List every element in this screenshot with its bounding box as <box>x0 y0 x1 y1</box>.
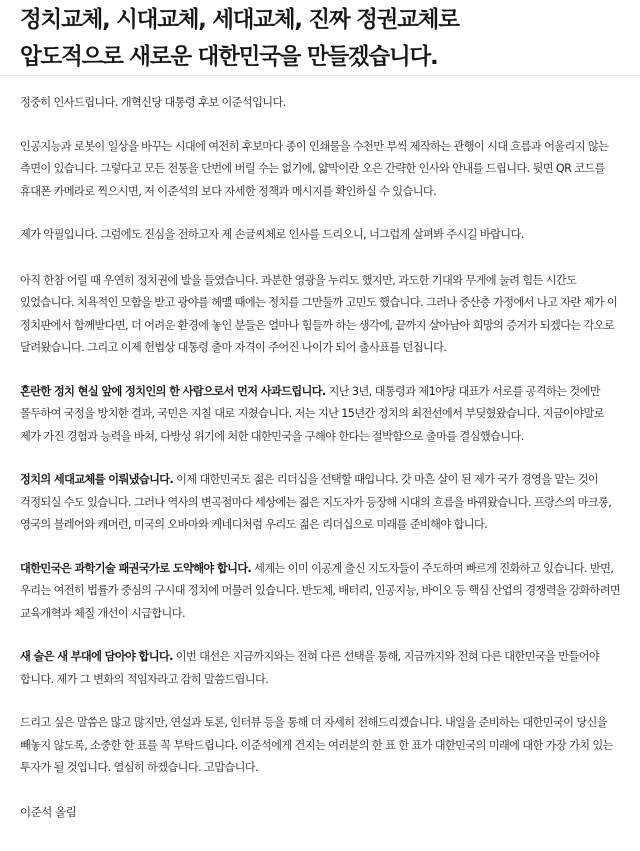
title-line-2: 압도적으로 새로운 대한민국을 만들겠습니다. <box>20 44 438 70</box>
paragraph-closing: 드리고 싶은 말씀은 많고 많지만, 연설과 토론, 인터뷰 등을 통해 더 자세히 전해드리겠습니다. 내일을 준비하는 대한민국이 당신을 빼놓지 않도록, 소중한 한 표를 꼭 부탁드립니다. 이준석에게 건지는 여러분의 한 표 한 표가 대한민국의 미래에 대한 가장 가치 있는 투자가 될 것입니다. 열심히 하겠습니다. 고맙습니다. <box>20 716 613 774</box>
paragraph-generation <box>20 469 624 537</box>
greeting: 정중히 인사드립니다. 개혁신당 대통령 후보 이준석입니다. <box>20 96 286 109</box>
paragraph-apology-text: 지난 3년, 대통령과 제1야당 대표가 서로를 공격하는 것에만 몰두하여 국정을 방치한 결과, 국민은 지칠 대로 지쳤습니다. 저는 지난 15년간 정치의 최전선에서 부딪혔왔습니다. 지금이야말로 제가 가진 경험과 능력을 바쳐, 다방성 위기에 처한 대한민국을 구해야 한다는 절박함으로 출마를 결심했습니다. <box>20 384 604 443</box>
paragraph-science-lead: 대한민국은 과학기술 패권국가로 도약해야 합니다. <box>20 561 252 575</box>
title-line-1: 정치교체, 시대교체, 세대교체, 진짜 정권교체로 <box>20 7 459 33</box>
paragraph-digital-age: 인공지능과 로봇이 일상을 바꾸는 시대에 여전히 후보마다 종이 인쇄물을 수천만 부씩 제작하는 관행이 시대 흐름과 어울리지 않는 측면이 있습니다. 그렇다고 모든 전통을 단번에 버릴 수는 없기에, 얇막이란 오은 간략한 인사와 안내를 드립니다. 뒷면 QR 코드를 휴대폰 카메라로 찍으시면, 저 이준석의 보다 자세한 정책과 메시지를 확인하실 수 있습니다. <box>20 139 609 198</box>
paragraph-new-wine <box>20 646 624 691</box>
paragraph-generation-text: 이제 대한민국도 젊은 리더십을 선택할 때입니다. 갓 마흔 살이 된 제가 국가 경영을 맡는 것이 걱정되실 수도 있습니다. 그러나 역사의 변곡점마다 세상에는 젊은 지도자가 등장해 시대의 흐름을 바꿔왔습니다. 프랑스의 마크롱, 영국의 블레어와 캐머런, 미국의 오바마와 케네디처럼 우리도 젊은 리더십으로 미래를 준비해야 합니다. <box>20 473 612 531</box>
paragraph-handwriting: 제가 악필입니다. 그럼에도 진심을 전하고자 제 손글씨체로 인사를 드리오니, 너그럽게 살펴봐 주시길 바랍니다. <box>20 228 524 241</box>
letter-body <box>20 92 624 823</box>
paragraph-science <box>20 558 624 626</box>
paragraph-career: 아직 한참 어릴 때 우연히 정치권에 발을 들였습니다. 과분한 영광을 누리도 했지만, 과도한 기대와 무게에 눌려 힘든 시간도 있었습니다. 치욕적인 모함을 받고 광야를 헤맬 때에는 정치를 그만둘까 고민도 했습니다. 그러나 중산층 가정에서 나고 자란 제가 이 정치판에서 함께받다면, 더 어려운 환경에 놓인 분들은 얼마나 힘들까 하는 생각에, 끝까지 살아남아 희망의 증거가 되겠다는 각오로 달려왔습니다. 그리고 이제 헌법상 대통령 출마 자격이 주어진 나이가 되어 출사표를 던집니다. <box>20 273 618 354</box>
paragraph-science-text: 세계는 이미 이공계 출신 지도자들이 주도하며 빠르게 진화하고 있습니다. 반면, 우리는 여전히 법률가 중심의 구시대 정치에 머물러 있습니다. 반도체, 배터리, 인공지능, 바이오 등 핵심 산업의 경쟁력을 강화하려면 교육개혁과 체질 개선이 시급합니다. <box>20 561 621 620</box>
paragraph-apology-lead: 혼란한 정치 현실 앞에 정치인의 한 사람으로서 먼저 사과드립니다. <box>20 384 326 398</box>
paragraph-new-wine-lead: 새 술은 새 부대에 담아야 합니다. <box>20 650 173 663</box>
letter-title <box>20 0 620 76</box>
title-divider <box>0 75 640 76</box>
signature: 이준석 올림 <box>20 804 77 819</box>
paragraph-new-wine-text: 이번 대선은 지금까지와는 전혀 다른 선택을 통해, 지금까지와 전혀 다른 대한민국을 만들어야 합니다. 제가 그 변화의 적임자라고 감히 말씀드립니다. <box>20 650 600 686</box>
paragraph-generation-lead: 정치의 세대교체를 이뤄냈습니다. <box>20 473 174 486</box>
paragraph-apology <box>20 381 624 449</box>
